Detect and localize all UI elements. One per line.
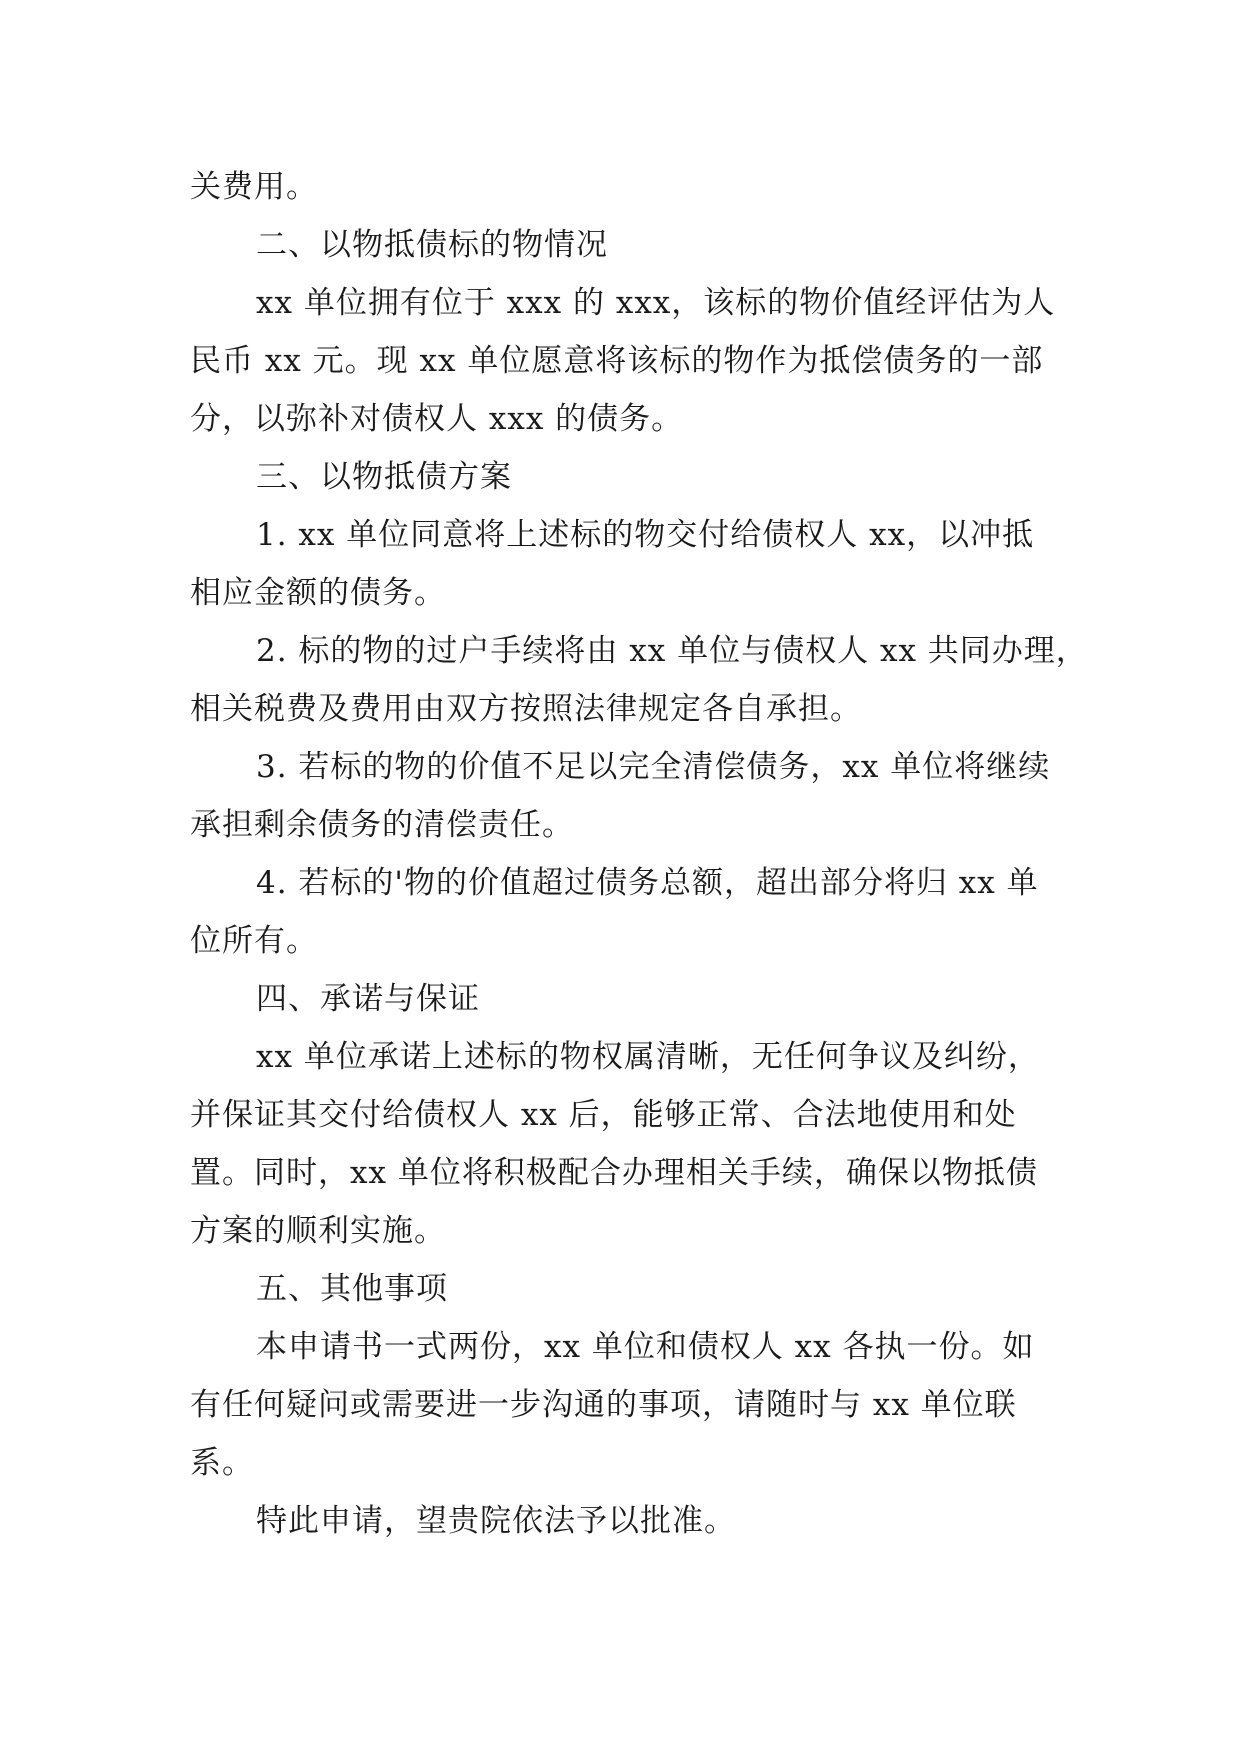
text-line: 关费用。 — [190, 169, 318, 205]
text-line: 并保证其交付给债权人 xx 后，能够正常、合法地使用和处 — [190, 1097, 1017, 1133]
document-body — [190, 158, 1088, 1550]
text-line: 方案的顺利实施。 — [190, 1213, 446, 1249]
text-line: 民币 xx 元。现 xx 单位愿意将该标的物作为抵偿债务的一部 — [190, 343, 1044, 379]
text-line: 1. xx 单位同意将上述标的物交付给债权人 xx，以冲抵 — [256, 517, 1035, 553]
section-heading-5: 五、其他事项 — [256, 1271, 448, 1307]
text-line: 位所有。 — [190, 923, 318, 959]
section-heading-3: 三、以物抵债方案 — [256, 459, 512, 495]
text-line: 置。同时，xx 单位将积极配合办理相关手续，确保以物抵债 — [190, 1155, 1038, 1191]
text-line: 相关税费及费用由双方按照法律规定各自承担。 — [190, 691, 862, 727]
section-heading-2: 二、以物抵债标的物情况 — [256, 227, 608, 263]
closing-line: 特此申请，望贵院依法予以批准。 — [256, 1503, 736, 1539]
text-line: 分，以弥补对债权人 xxx 的债务。 — [190, 401, 684, 437]
text-line: 承担剩余债务的清偿责任。 — [190, 807, 574, 843]
text-line: xx 单位承诺上述标的物权属清晰，无任何争议及纠纷， — [256, 1039, 1040, 1075]
section-heading-4: 四、承诺与保证 — [256, 981, 480, 1017]
text-line: 相应金额的债务。 — [190, 575, 446, 611]
text-line: 本申请书一式两份，xx 单位和债权人 xx 各执一份。如 — [256, 1329, 1035, 1365]
text-line: 系。 — [190, 1445, 254, 1481]
text-line: xx 单位拥有位于 xxx 的 xxx，该标的物价值经评估为人 — [256, 285, 1056, 321]
text-line: 4. 若标的'物的价值超过债务总额，超出部分将归 xx 单 — [256, 865, 1039, 901]
text-line: 2. 标的物的过户手续将由 xx 单位与债权人 xx 共同办理， — [256, 633, 1088, 669]
text-line: 有任何疑问或需要进一步沟通的事项，请随时与 xx 单位联 — [190, 1387, 1017, 1423]
text-line: 3. 若标的物的价值不足以完全清偿债务，xx 单位将继续 — [256, 749, 1051, 785]
